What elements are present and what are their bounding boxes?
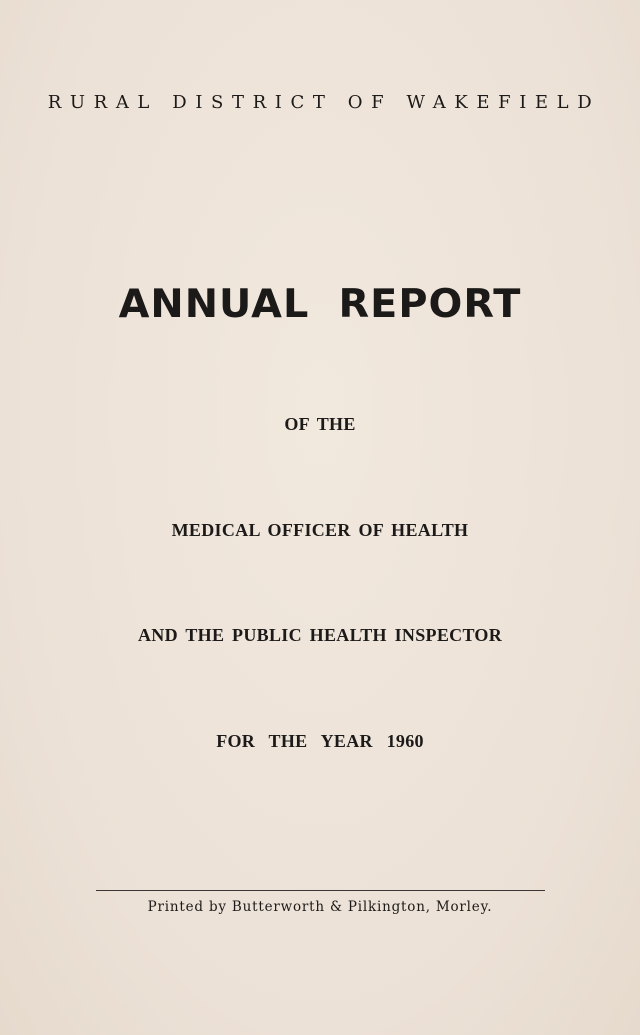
medical-officer-line: MEDICAL OFFICER OF HEALTH bbox=[171, 520, 469, 540]
footer-divider bbox=[96, 890, 545, 891]
public-health-inspector-line: AND THE PUBLIC HEALTH INSPECTOR bbox=[137, 625, 503, 645]
printer-credit: Printed by Butterworth & Pilkington, Morley. bbox=[147, 899, 493, 915]
district-heading: RURAL DISTRICT OF WAKEFIELD bbox=[47, 92, 601, 113]
report-year-line: FOR THE YEAR 1960 bbox=[216, 731, 424, 751]
report-title: ANNUAL REPORT bbox=[118, 282, 522, 327]
of-the-line: OF THE bbox=[284, 414, 356, 434]
